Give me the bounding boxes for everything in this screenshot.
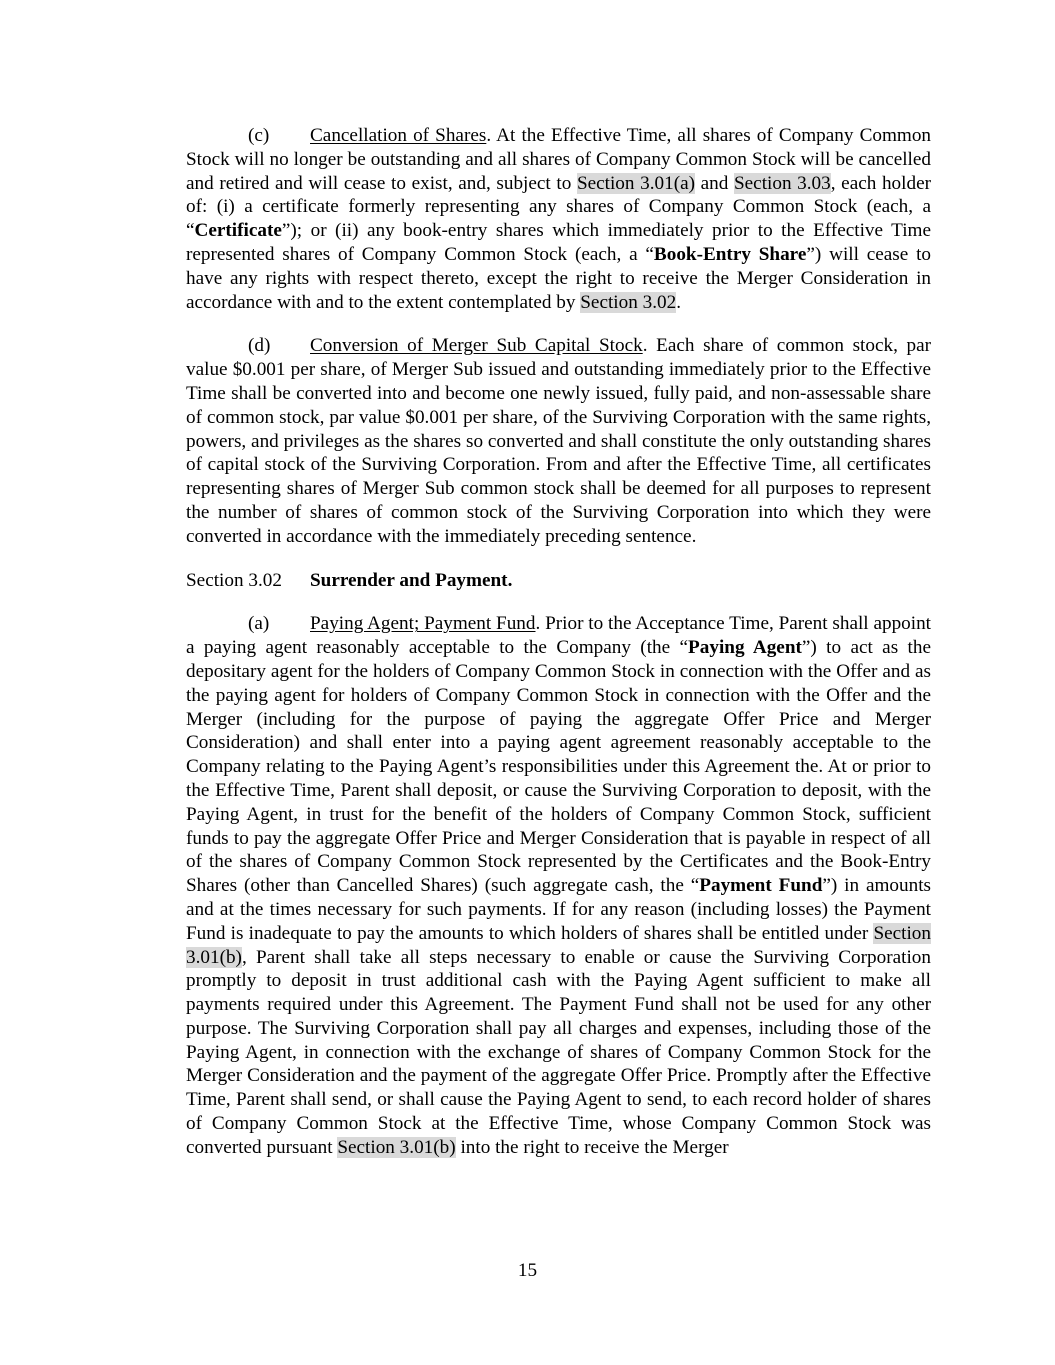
paragraph-text: ”) will cease to have any rights with respect thereto, except the right to receive the Merger Consideration in accordance with and to the extent contemplated by — [186, 243, 932, 313]
paragraph-text: into the right to receive the Merger — [455, 1136, 729, 1158]
defined-term: Book-Entry Share — [653, 243, 807, 265]
section-heading — [186, 569, 931, 593]
paragraph-text: ”) to act as the depositary agent for the holders of Company Common Stock in connection with the Offer and as the paying agent for holders of Company Common Stock in connection with the Offer and the Merger (including for the purpose of paying the aggregate Offer Price and Merger Consideration) and shall enter into a paying agent agreement reasonably acceptable to the Company relating to the Paying Agent’s responsibilities under this Agreement the. At or prior to the Effective Time, Parent shall deposit, or cause the Surviving Corporation to deposit, with the Paying Agent, in trust for the benefit of the holders of Company Common Stock, sufficient funds to pay the aggregate Offer Price and Merger Consideration that is payable in respect of all of the shares of Company Common Stock represented by the Certificates and the Book-Entry Shares (other than Cancelled Shares) (such aggregate cash, the “ — [186, 637, 931, 897]
document-page — [186, 124, 931, 1180]
paragraph-label: (d) — [248, 335, 271, 357]
paragraph-heading: Conversion of Merger Sub Capital Stock — [310, 335, 643, 357]
paragraph-d — [186, 334, 931, 548]
paragraph-text: ”); or (ii) any book-entry shares which immediately prior to the Effective Time represented shares of Company Common Stock (each, a “ — [186, 220, 931, 265]
paragraph-text: , Parent shall take all steps necessary to enable or cause the Surviving Corporation promptly to deposit in trust additional cash with the Paying Agent sufficient to make all payments required under this Agreement. The Payment Fund shall not be used for any other purpose. The Surviving Corporation shall pay all charges and expenses, including those of the Paying Agent, in connection with the exchange of shares of Company Common Stock for the Merger Consideration and the payment of the aggregate Offer Price. Promptly after the Effective Time, Parent shall send, or shall cause the Paying Agent to send, to each record holder of shares of Company Common Stock at the Effective Time, whose Company Common Stock was converted pursuant — [186, 946, 931, 1158]
paragraph-text: . — [676, 291, 681, 313]
paragraph-label: (a) — [248, 613, 270, 635]
paragraph-text: ”) in amounts and at the times necessary for such payments. If for any reason (including losses) the Payment Fund is inadequate to pay the amounts to which holders of shares shall be entitled under — [186, 875, 932, 944]
paragraph-text: . Prior to the Acceptance Time, Parent shall appoint a paying agent reasonably acceptable to the Company (the “ — [186, 613, 932, 659]
paragraph-text: , each holder of: (i) a certificate formerly representing any shares of Company Common Stock (each, a “ — [186, 172, 931, 242]
section-reference[interactable]: Section 3.01(b) — [337, 1136, 456, 1158]
section-reference[interactable]: Section 3.01(b) — [186, 922, 931, 968]
paragraph-heading: Paying Agent; Payment Fund — [310, 613, 536, 635]
paragraph-text: . At the Effective Time, all shares of Company Common Stock will no longer be outstanding and all shares of Company Common Stock will be cancelled and retired and will cease to exist, and, subject to — [186, 125, 932, 194]
paragraph-heading: Cancellation of Shares — [310, 125, 487, 146]
paragraph-text: and — [695, 172, 734, 194]
page-number: 15 — [517, 1260, 538, 1281]
defined-term: Payment Fund — [699, 875, 823, 897]
defined-term: Paying Agent — [688, 637, 802, 659]
section-title: Surrender and Payment. — [310, 569, 513, 591]
defined-term: Certificate — [194, 220, 282, 242]
section-reference[interactable]: Section 3.02 — [580, 291, 677, 313]
paragraph-label: (c) — [248, 125, 270, 146]
section-number: Section 3.02 — [186, 569, 282, 591]
paragraph-a — [186, 612, 931, 1159]
paragraph-text: . Each share of common stock, par value $0.001 per share, of Merger Sub issued and outstanding immediately prior to the Effective Time shall be converted into and become one newly issued, fully paid, and non-assessable share of common stock, par value $0.001 per share, of the Surviving Corporation with the same rights, powers, and privileges as the shares so converted and shall constitute the only outstanding shares of capital stock of the Surviving Corporation. From and after the Effective Time, all certificates representing shares of Merger Sub common stock shall be deemed for all purposes to represent the number of shares of common stock of the Surviving Corporation into which they were converted in accordance with the immediately preceding sentence. — [186, 335, 931, 547]
paragraph-c — [186, 124, 931, 314]
section-reference[interactable]: Section 3.03 — [733, 172, 831, 194]
section-reference[interactable]: Section 3.01(a) — [576, 172, 695, 194]
